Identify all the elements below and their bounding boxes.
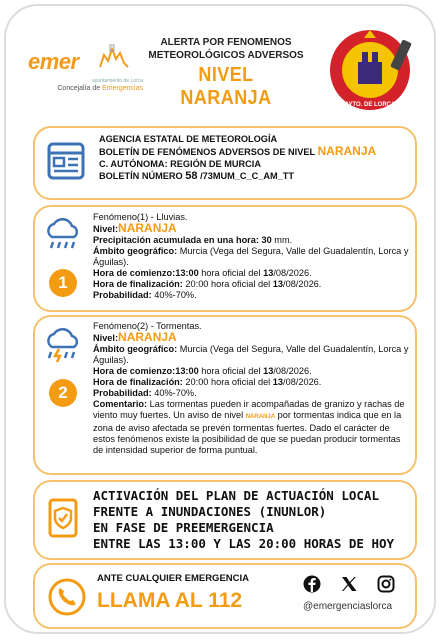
social-handle[interactable]: @emergenciaslorca (303, 601, 393, 612)
phenomenon-level: NARANJA (118, 221, 177, 235)
logo-subtitle: ayuntamiento de Lorca Concejalía de Emergencias (57, 78, 143, 92)
alert-title: ALERTA POR FENOMENOS METEOROLÓGICOS ADVERSOS (148, 37, 304, 61)
document-shield-icon (47, 498, 81, 540)
phenomenon-1-details: Fenómeno(1) - Lluvias. Nivel:NARANJA Precipitación acumulada en una hora: 30 mm. Ámbito geográfico: Murcia (Vega del Segura, Valle del Guadalentín, Lorca y Águilas). Hora de comienzo:13:00 hora oficial del 13/08/2026. Hora de finalización: 20:00 hora oficial del 13/08/2026. Probabilidad: 40%-70%. (93, 212, 411, 301)
region-line: C. AUTÓNOMA: REGIÓN DE MURCIA (99, 159, 261, 169)
agency-card (33, 126, 417, 200)
bulletin-number-line: BOLETÍN NÚMERO 58 /73MUM_C_C_AM_TT (99, 170, 295, 182)
phenomenon-title: Fenómeno(1) - Lluvias. (93, 212, 188, 222)
rain-cloud-icon (43, 215, 83, 253)
crest-label: AYTO. DE LORCA (344, 102, 396, 108)
emergency-call-card (33, 563, 417, 629)
phenomenon-card-1 (33, 205, 417, 312)
logo-wordmark: emer (28, 49, 79, 74)
bulletin-number: 58 (185, 170, 198, 182)
phenomenon-title: Fenómeno(2) - Tormentas. (93, 321, 202, 331)
bulletin-level: NARANJA (317, 144, 377, 158)
plan-activation-text: ACTIVACIÓN DEL PLAN DE ACTUACIÓN LOCAL FRENTE A INUNDACIONES (INUNLOR) EN FASE DE PREEMERGENCIA ENTRE LAS 13:00 Y LAS 20:00 HORAS DE HOY (93, 488, 395, 551)
phenomenon-level: NARANJA (118, 330, 177, 344)
call-label: ANTE CUALQUIER EMERGENCIA (97, 573, 250, 584)
x-twitter-icon[interactable] (340, 575, 358, 593)
phenomenon-card-2 (33, 315, 417, 475)
phone-icon[interactable] (47, 577, 87, 617)
phenomenon-comment: Comentario: Las tormentas pueden ir acompañadas de granizo y rachas de viento muy fuertes. Un aviso de nivel NARANJA por tormentas indica que en la zona de aviso afectada se prevén tormentas fuertes. Dado el carácter de estos fenómenos existe la posibilidad de que se puedan producir tormentas de intensidad superior de forma puntual. (93, 399, 405, 455)
plan-activation-card (33, 480, 417, 560)
phenomenon-number-1: 1 (49, 269, 77, 297)
agency-text (99, 133, 409, 182)
bulletin-level-line: BOLETÍN DE FENÓMENOS ADVERSOS DE NIVEL NARANJA (99, 144, 377, 158)
emer-logo (28, 41, 143, 91)
agency-name: AGENCIA ESTATAL DE METEOROLOGÍA (99, 134, 278, 144)
facebook-icon[interactable] (303, 575, 321, 593)
bulletin-icon (47, 142, 85, 180)
city-crest-icon (326, 26, 414, 114)
storm-cloud-icon (43, 325, 83, 363)
phenomenon-2-details: Fenómeno(2) - Tormentas. Nivel:NARANJA Ámbito geográfico: Murcia (Vega del Segura, Valle del Guadalentín, Lorca y Águilas). Hora de comienzo:13:00 hora oficial del 13/08/2026. Hora de finalización: 20:00 hora oficial del 13/08/2026. Probabilidad: 40%-70%. Comentario: Las tormentas pueden ir acompañadas de granizo y rachas de viento muy fuertes. Un aviso de nivel NARANJA por tormentas indica que en la zona de aviso afectada se prevén tormentas fuertes. Dado el carácter de estos fenómenos existe la posibilidad de que se puedan producir tormentas de intensidad superior de forma puntual. (93, 321, 413, 456)
poster-frame (4, 4, 436, 634)
instagram-icon[interactable] (377, 575, 395, 593)
phenomenon-number-2: 2 (49, 379, 77, 407)
alert-level: NIVEL NARANJA (180, 64, 272, 109)
lorca-skyline-icon (98, 41, 130, 69)
emergency-number[interactable]: LLAMA AL 112 (97, 589, 243, 612)
